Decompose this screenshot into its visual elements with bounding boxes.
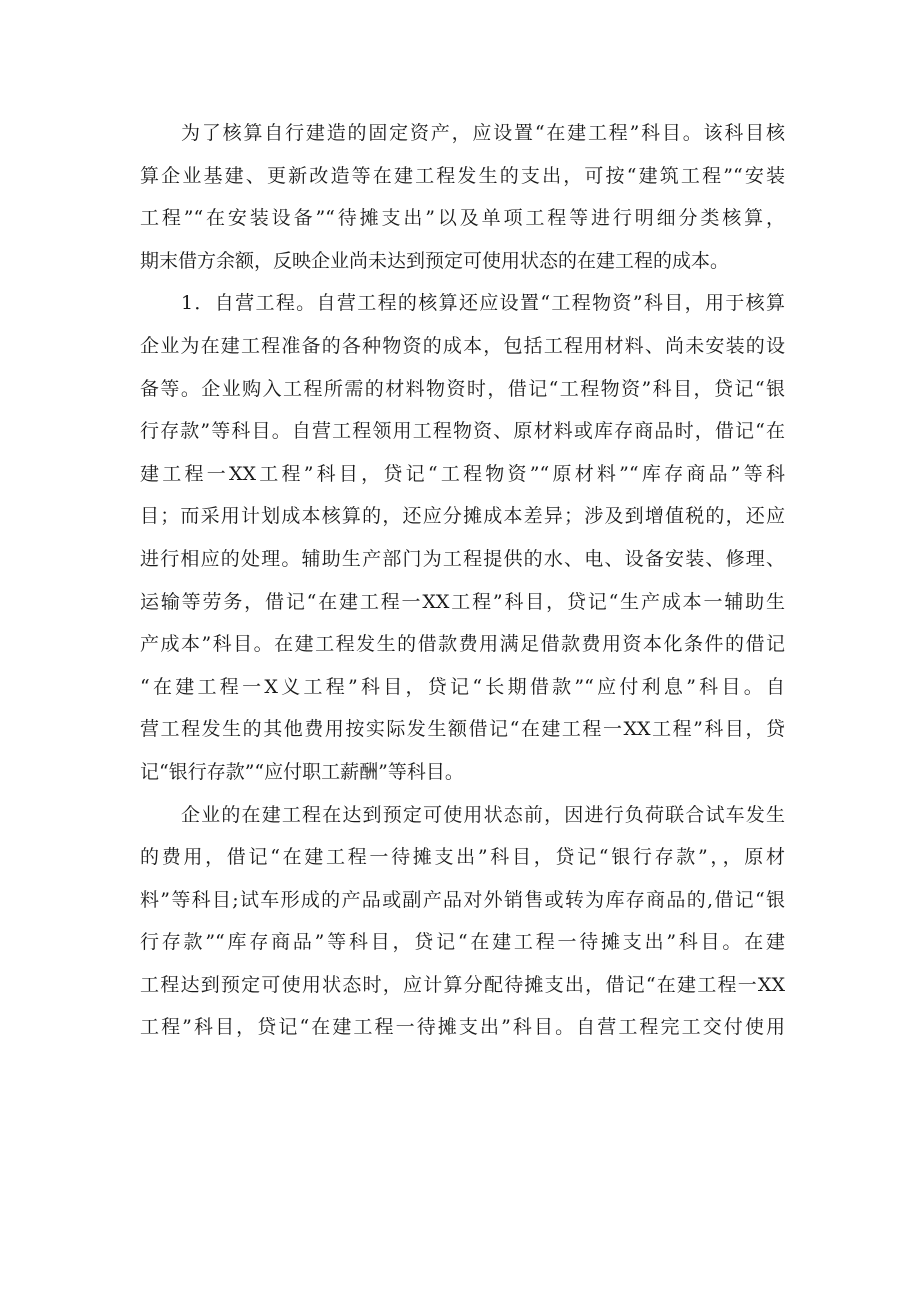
paragraph-2-line-9: 产成本”科目。在建工程发生的借款费用满足借款费用资本化条件的借记 (140, 633, 785, 656)
paragraph-3-line-6: 工程”科目，贷记“在建工程一待摊支出”科目。自营工程完工交付使用 (140, 1016, 785, 1039)
paragraph-2-line-7: 进行相应的处理。辅助生产部门为工程提供的水、电、设备安装、修理、 (140, 547, 785, 570)
paragraph-3-line-1: 企业的在建工程在达到预定可使用状态前，因进行负荷联合试车发生 (181, 803, 785, 826)
paragraph-2-line-4: 行存款”等科目。自营工程领用工程物资、原材料或库存商品时，借记“在 (140, 420, 785, 443)
paragraph-1-line-2: 算企业基建、更新改造等在建工程发生的支出，可按“建筑工程”“安装 (140, 164, 785, 187)
paragraph-2-line-6: 目；而采用计划成本核算的，还应分摊成本差异；涉及到增值税的，还应 (140, 505, 785, 528)
paragraph-2-line-2: 企业为在建工程准备的各种物资的成本，包括工程用材料、尚未安装的设 (140, 334, 785, 357)
paragraph-3-line-4: 行存款”“库存商品”等科目，贷记“在建工程一待摊支出”科目。在建 (140, 931, 785, 954)
paragraph-2-line-1: 1．自营工程。自营工程的核算还应设置“工程物资”科目，用于核算 (181, 292, 785, 315)
paragraph-2-line-12: 记“银行存款”“应付职工薪酬”等科目。 (140, 760, 464, 783)
paragraph-2-line-10: “在建工程一X义工程”科目，贷记“长期借款”“应付利息”科目。自 (140, 675, 785, 698)
paragraph-1-line-1: 为了核算自行建造的固定资产，应设置“在建工程”科目。该科目核 (181, 122, 785, 144)
paragraph-2-line-3: 备等。企业购入工程所需的材料物资时，借记“工程物资”科目，贷记“银 (140, 377, 785, 400)
paragraph-1-line-3: 工程”“在安装设备”“待摊支出”以及单项工程等进行明细分类核算， (140, 207, 785, 230)
paragraph-1-line-4: 期末借方余额，反映企业尚未达到预定可使用状态的在建工程的成本。 (140, 249, 730, 272)
paragraph-3-line-5: 工程达到预定可使用状态时，应计算分配待摊支出，借记“在建工程一XX (140, 973, 785, 996)
document-body (140, 112, 785, 1049)
paragraph-2-line-11: 营工程发生的其他费用按实际发生额借记“在建工程一XX工程”科目，贷 (140, 718, 785, 741)
paragraph-3-line-3: 料”等科目;试车形成的产品或副产品对外销售或转为库存商品的,借记“银 (140, 888, 785, 911)
paragraph-2-line-5: 建工程一XX工程”科目，贷记“工程物资”“原材料”“库存商品”等科 (140, 462, 785, 485)
paragraph-2-line-8: 运输等劳务，借记“在建工程一XX工程”科目，贷记“生产成本一辅助生 (140, 590, 785, 613)
paragraph-3-line-2: 的费用，借记“在建工程一待摊支出”科目，贷记“银行存款”，，原材 (140, 846, 785, 869)
